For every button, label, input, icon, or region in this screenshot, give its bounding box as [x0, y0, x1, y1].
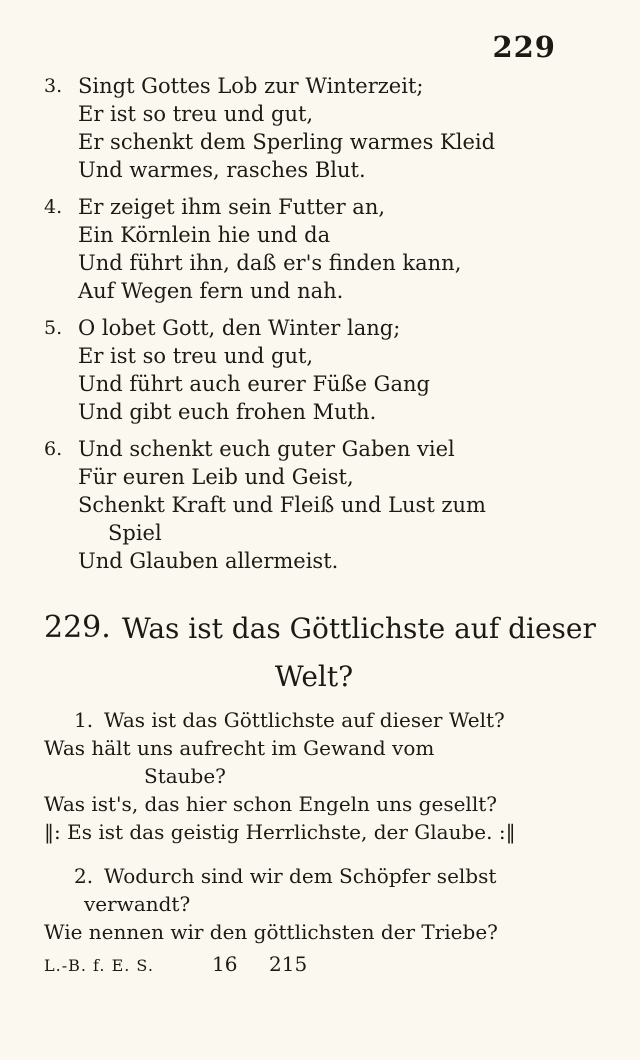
- verse-line: Er ist so treu und gut,: [78, 344, 314, 368]
- verse-line: Er schenkt dem Sperling warmes Kleid: [78, 130, 496, 154]
- verse-number: 1.: [74, 708, 94, 732]
- verse-line: Wodurch sind wir dem Schöpfer selbst: [104, 864, 497, 888]
- verse-line: Für euren Leib und Geist,: [78, 465, 354, 489]
- verse-line: O lobet Gott, den Winter lang;: [78, 316, 401, 340]
- sheet-number: 16: [212, 952, 238, 976]
- verse-line: Und schenkt euch guter Gaben viel: [78, 437, 455, 461]
- stanza-6: [44, 435, 584, 575]
- stanza-number: 3.: [44, 75, 63, 97]
- verse-line: Schenkt Kraft und Fleiß und Lust zum: [78, 493, 486, 517]
- verse-line: Und führt auch eurer Füße Gang: [78, 372, 430, 396]
- hymn-verse-1: [44, 706, 584, 846]
- stanza-number: 6.: [44, 438, 63, 460]
- hymn-title-continuation: Welt?: [274, 660, 354, 693]
- verse-line: Was ist das Göttlichste auf dieser Welt?: [104, 708, 505, 732]
- verse-line-continuation: verwandt?: [84, 892, 191, 916]
- verse-line-refrain: ‖: Es ist das geistig Herrlichste, der Glaube. :‖: [44, 820, 516, 844]
- verse-line: Und warmes, rasches Blut.: [78, 158, 366, 182]
- printer-signature: L.-B. f. E. S.: [44, 956, 154, 975]
- verse-line-continuation: Staube?: [144, 764, 226, 788]
- verse-line: Er zeiget ihm sein Futter an,: [78, 195, 386, 219]
- verse-line: Was hält uns aufrecht im Gewand vom: [44, 736, 435, 760]
- verse-line: Was ist's, das hier schon Engeln uns gesellt?: [44, 792, 497, 816]
- stanza-4: [44, 193, 584, 305]
- page-footer: [44, 952, 344, 978]
- verse-number: 2.: [74, 864, 94, 888]
- verse-line: Und führt ihn, daß er's finden kann,: [78, 251, 462, 275]
- page-number: 229: [492, 30, 556, 64]
- hymn-number: 229.: [44, 610, 111, 645]
- verse-line: Singt Gottes Lob zur Winterzeit;: [78, 74, 424, 98]
- folio-number: 215: [269, 952, 308, 976]
- verse-line: Und gibt euch frohen Muth.: [78, 400, 377, 424]
- verse-line: Wie nennen wir den göttlichsten der Triebe?: [44, 920, 498, 944]
- stanza-3: [44, 72, 584, 184]
- stanza-5: [44, 314, 584, 426]
- verse-line-continuation: Spiel: [108, 521, 162, 545]
- verse-line: Er ist so treu und gut,: [78, 102, 314, 126]
- verse-line: Ein Körnlein hie und da: [78, 223, 331, 247]
- hymn-title: Was ist das Göttlichste auf dieser: [122, 612, 596, 645]
- verse-line: Und Glauben allermeist.: [78, 549, 339, 573]
- hymn-verse-2: [44, 862, 584, 946]
- stanza-number: 5.: [44, 317, 63, 339]
- verse-line: Auf Wegen fern und nah.: [78, 279, 344, 303]
- stanza-number: 4.: [44, 196, 63, 218]
